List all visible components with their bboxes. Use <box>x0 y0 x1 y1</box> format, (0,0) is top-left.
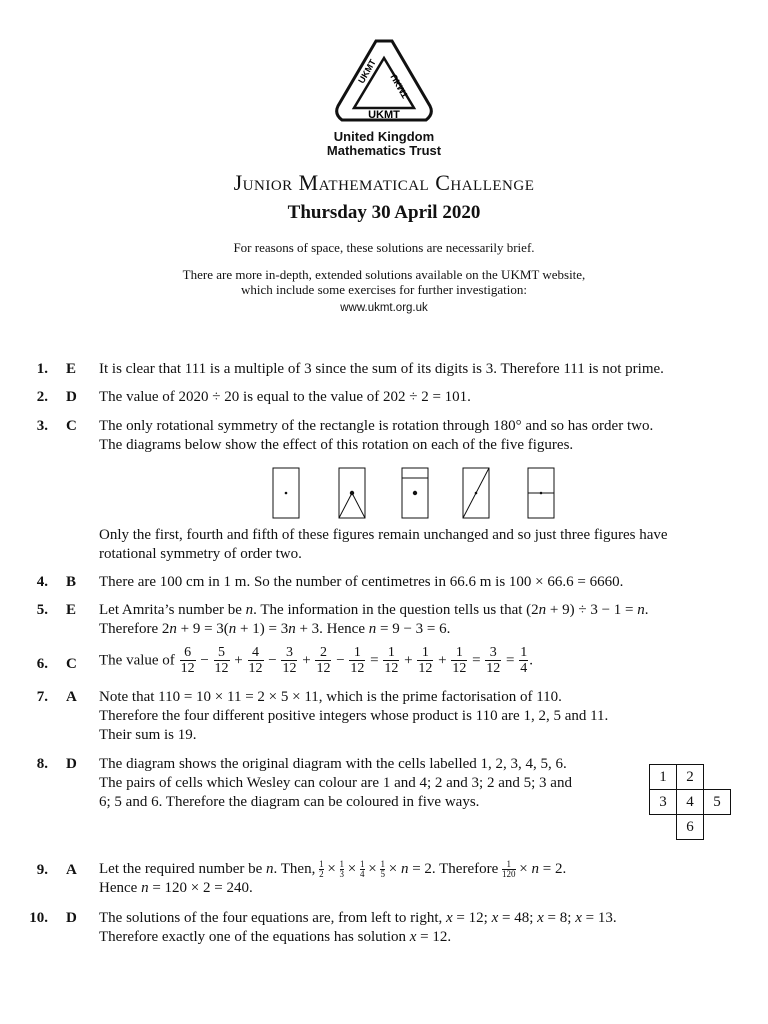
grid-cell: 1 <box>649 764 677 790</box>
answer-letter: D <box>66 756 77 772</box>
logo-text-bottom: UKMT <box>368 109 400 121</box>
fraction: $\frac{1}{2}$ <box>319 859 324 879</box>
website-link[interactable]: www.ukmt.org.uk <box>340 302 428 314</box>
solution-text: Hence n = 120 × 2 = 240. <box>99 880 253 896</box>
intro-line-1: For reasons of space, these solutions are necessarily brief. <box>233 240 535 255</box>
solution-text: The value of 2020 ÷ 20 is equal to the value of 202 ÷ 2 = 101. <box>99 389 471 405</box>
solution-text: Note that 110 = 10 × 11 = 2 × 5 × 11, which is the prime factorisation of 110. <box>99 689 562 705</box>
question-number: 8. <box>36 756 48 772</box>
solution-text: The solutions of the four equations are, from left to right, x = 12; x = 48; x = 8; x = 13. <box>99 910 617 926</box>
solution-text: rotational symmetry of order two. <box>99 546 302 562</box>
question-number: 2. <box>36 389 48 405</box>
fraction: $\frac{1}{5}$ <box>380 859 385 879</box>
question-number: 5. <box>36 602 48 618</box>
question-number: 9. <box>36 862 48 878</box>
question-number: 10. <box>29 910 48 926</box>
fraction: $\frac{1}{120}$ <box>502 859 516 879</box>
fraction: $\frac{4}{12}$ <box>248 645 263 676</box>
fraction-expression: The value of $\frac{6}{12}$ − $\frac{5}{12}$ + $\frac{4}{12}$ − $\frac{3}{12}$ + $\frac{2}{12}$ − $\frac{1}{12}$ = $\frac{1}{12}$ + $\frac{1}{12}$ + $\frac{1}{12}$ = $\frac{3}{12}$ = $\frac{1}{4}$ . <box>99 645 533 676</box>
grid-cell: 5 <box>703 789 731 815</box>
solution-text: The only rotational symmetry of the rectangle is rotation through 180° and so has order two. <box>99 418 654 434</box>
fraction: $\frac{1}{4}$ <box>520 645 528 676</box>
org-name-line2: Mathematics Trust <box>326 143 442 158</box>
answer-letter: D <box>66 910 77 926</box>
intro-line-2: There are more in-depth, extended solutions available on the UKMT website, <box>182 267 586 282</box>
fraction: $\frac{6}{12}$ <box>180 645 195 676</box>
answer-letter: C <box>66 656 77 672</box>
solution-text: The diagrams below show the effect of this rotation on each of the five figures. <box>99 437 574 453</box>
fraction: $\frac{5}{12}$ <box>214 645 229 676</box>
page-title: Junior Mathematical Challenge <box>233 170 535 195</box>
fraction: $\frac{1}{12}$ <box>384 645 399 676</box>
figure-4 <box>463 468 489 518</box>
solution-text: The pairs of cells which Wesley can colour are 1 and 4; 2 and 3; 2 and 5; 3 and <box>99 775 572 791</box>
figure-2 <box>339 468 365 518</box>
fraction: $\frac{3}{12}$ <box>282 645 297 676</box>
answer-letter: A <box>66 862 77 878</box>
answer-letter: B <box>66 574 77 590</box>
question-number: 1. <box>36 361 48 377</box>
question-number: 6. <box>36 656 48 672</box>
page-date: Thursday 30 April 2020 <box>287 202 481 223</box>
solution-text: It is clear that 111 is a multiple of 3 since the sum of its digits is 3. Therefore 111 is not prime. <box>99 361 664 377</box>
grid-cell: 6 <box>676 814 704 840</box>
ukmt-logo <box>332 36 436 128</box>
answer-letter: C <box>66 418 77 434</box>
question-number: 4. <box>36 574 48 590</box>
solution-text: Their sum is 19. <box>99 727 197 743</box>
figure-3 <box>402 468 428 518</box>
answer-letter: E <box>66 361 77 377</box>
solution-text: Therefore exactly one of the equations has solution x = 12. <box>99 929 452 945</box>
org-name-line1: United Kingdom <box>333 129 435 144</box>
fraction: $\frac{1}{12}$ <box>350 645 365 676</box>
intro-line-3: which include some exercises for further investigation: <box>241 282 527 297</box>
grid-cell: 4 <box>676 789 704 815</box>
answer-letter: A <box>66 689 77 705</box>
fraction: $\frac{1}{4}$ <box>360 859 365 879</box>
solution-text: The diagram shows the original diagram with the cells labelled 1, 2, 3, 4, 5, 6. <box>99 756 567 772</box>
fraction: $\frac{1}{3}$ <box>339 859 345 879</box>
question-number: 7. <box>36 689 48 705</box>
solution-text: Therefore the four different positive integers whose product is 110 are 1, 2, 5 and 11. <box>99 708 609 724</box>
answer-letter: E <box>66 602 77 618</box>
logo-text-right: UKMT <box>388 72 411 100</box>
grid-cell: 3 <box>649 789 677 815</box>
cell-grid-diagram <box>649 764 733 842</box>
rotation-figures <box>266 462 566 524</box>
fraction: $\frac{3}{12}$ <box>486 645 501 676</box>
logo-text-left: UKMT <box>356 57 378 86</box>
question-number: 3. <box>36 418 48 434</box>
fraction: $\frac{2}{12}$ <box>316 645 331 676</box>
grid-cell: 2 <box>676 764 704 790</box>
fraction: $\frac{1}{12}$ <box>418 645 433 676</box>
solution-text: Only the first, fourth and fifth of these figures remain unchanged and so just three figures have <box>99 527 668 543</box>
figure-1 <box>273 468 299 518</box>
solution-text: Therefore 2n + 9 = 3(n + 1) = 3n + 3. Hence n = 9 − 3 = 6. <box>99 621 451 637</box>
answer-letter: D <box>66 389 77 405</box>
fraction: $\frac{1}{12}$ <box>452 645 467 676</box>
solution-text: Let the required number be n. Then, $\frac{1}{2}$ × $\frac{1}{3}$ × $\frac{1}{4}$ × $\frac{1}{5}$ × n = 2. Therefore $\frac{1}{120}$ × n = 2. <box>99 859 567 879</box>
solution-text: Let Amrita’s number be n. The information in the question tells us that (2n + 9) ÷ 3 − 1 = n. <box>99 602 649 618</box>
figure-5 <box>528 468 554 518</box>
solution-text: There are 100 cm in 1 m. So the number of centimetres in 66.6 m is 100 × 66.6 = 6660. <box>99 574 624 590</box>
solution-text: 6; 5 and 6. Therefore the diagram can be coloured in five ways. <box>99 794 480 810</box>
